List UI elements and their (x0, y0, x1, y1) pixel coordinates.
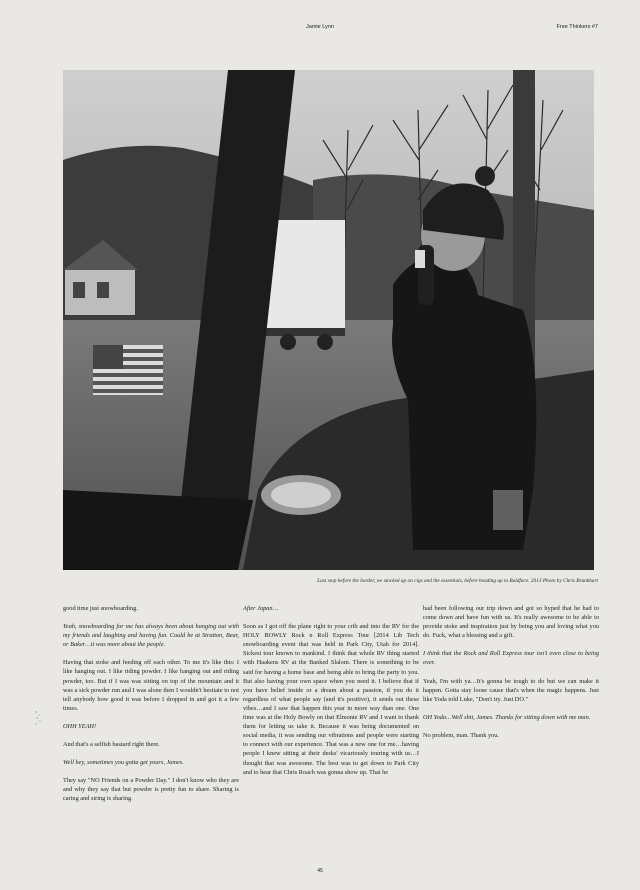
question-paragraph: Yeah, snowboarding for me has always been about hanging out with my friends and laughing and having fun. Could be at Stratton, Bear, or Baker…it was more about the people. (63, 623, 239, 649)
header-author: Jamie Lynn (306, 24, 334, 30)
question-paragraph: OHH YEAH! (63, 722, 97, 730)
text-column-2 (243, 604, 419, 786)
feature-photo (63, 70, 594, 570)
paragraph: No problem, man. Thank you. (423, 731, 499, 739)
photo-rv-window-man-smoking-icon (63, 70, 594, 570)
page-number: 45 (317, 868, 323, 874)
text-column-1 (63, 604, 239, 813)
photo-caption: Last stop before the border, we stocked up on cigs and the essentials, before heading up to Baldface. 2013 Photo by Chris Brunkhart (317, 578, 598, 584)
paragraph: They say "NO Friends on a Powder Day." I don't know who they are and why they say that but powder is pretty fun to share. Sharing is caring and siring is sharing. (63, 777, 239, 803)
question-paragraph: I think that the Rock and Roll Express tour isn't even close to being over. (423, 650, 599, 667)
paragraph: And that's a selfish bastard right there. (63, 741, 160, 749)
paragraph: Having that stoke and feeding off each other. To me it's like this: I like hanging out. I like riding powder. I like hanging out and riding powder, too. But if I was was sitting on top of the mountain and it was a sick powder run and I was alone then I wouldn't hesitate to not tell anybody how good it was before I dropped in and got it a few times. (63, 659, 239, 712)
paragraph: Yeah, I'm with ya…It's gonna be tough to do but we can make it happen. Gotta stay loose cause that's when the magic happens. Just like Yoda told Luke, "Don't try. Just DO." (423, 677, 599, 703)
question-paragraph: After Japan… (243, 605, 279, 612)
paragraph: had been following our trip down and got so hyped that he had to come down and have fun with us. It's really awesome to be able to provide stoke and inspiration just by being you and loving what you do. Fuck, what a blessing and a gift. (423, 605, 599, 640)
page-header (0, 24, 640, 36)
paragraph: good time just snowboarding. (63, 605, 138, 612)
scan-mark-icon (33, 708, 43, 728)
paragraph: Soon as I got off the plane right to your crib and into the RV for the HOLY BOWLY Rock n Roll Express Tour [2014 Lib Tech snowboarding event that was held in Park City, Utah for 2014]. Sickest tour known to mankind. I think that whole RV thing started with Haakens RV at the Banked Slalom. There is something to be said for having a home base and being able to bring the party to you. But also having your own space when you need it. I believe that if you have belief inside or a dream about a passion, if you do it regardless of what people say (and it's positive), it sends out these vibes…and I saw that happen this year in more way than one. One time was at the Holy Bowly on that Elmonte RV and I want to thank them for letting us take it. Because it was being documented on social media, it was sending our vibrations and people were starting to connect with our experience. That was a new one for me…having people I knew sitting at their desks' vicariously touring with us…I thought that was awesome. The best was to get down to Park City and to hear that Chris Roach was gonna show up. That he (243, 623, 419, 776)
text-column-3 (423, 604, 599, 749)
flag-icon (93, 345, 163, 395)
question-paragraph: Well hey, sometimes you gotta get yours, James. (63, 759, 184, 767)
question-paragraph: OH Yoda…Well shit, James. Thanks for sitting down with me man. (423, 713, 591, 721)
header-publication: Free Thinkers #7 (556, 24, 598, 30)
